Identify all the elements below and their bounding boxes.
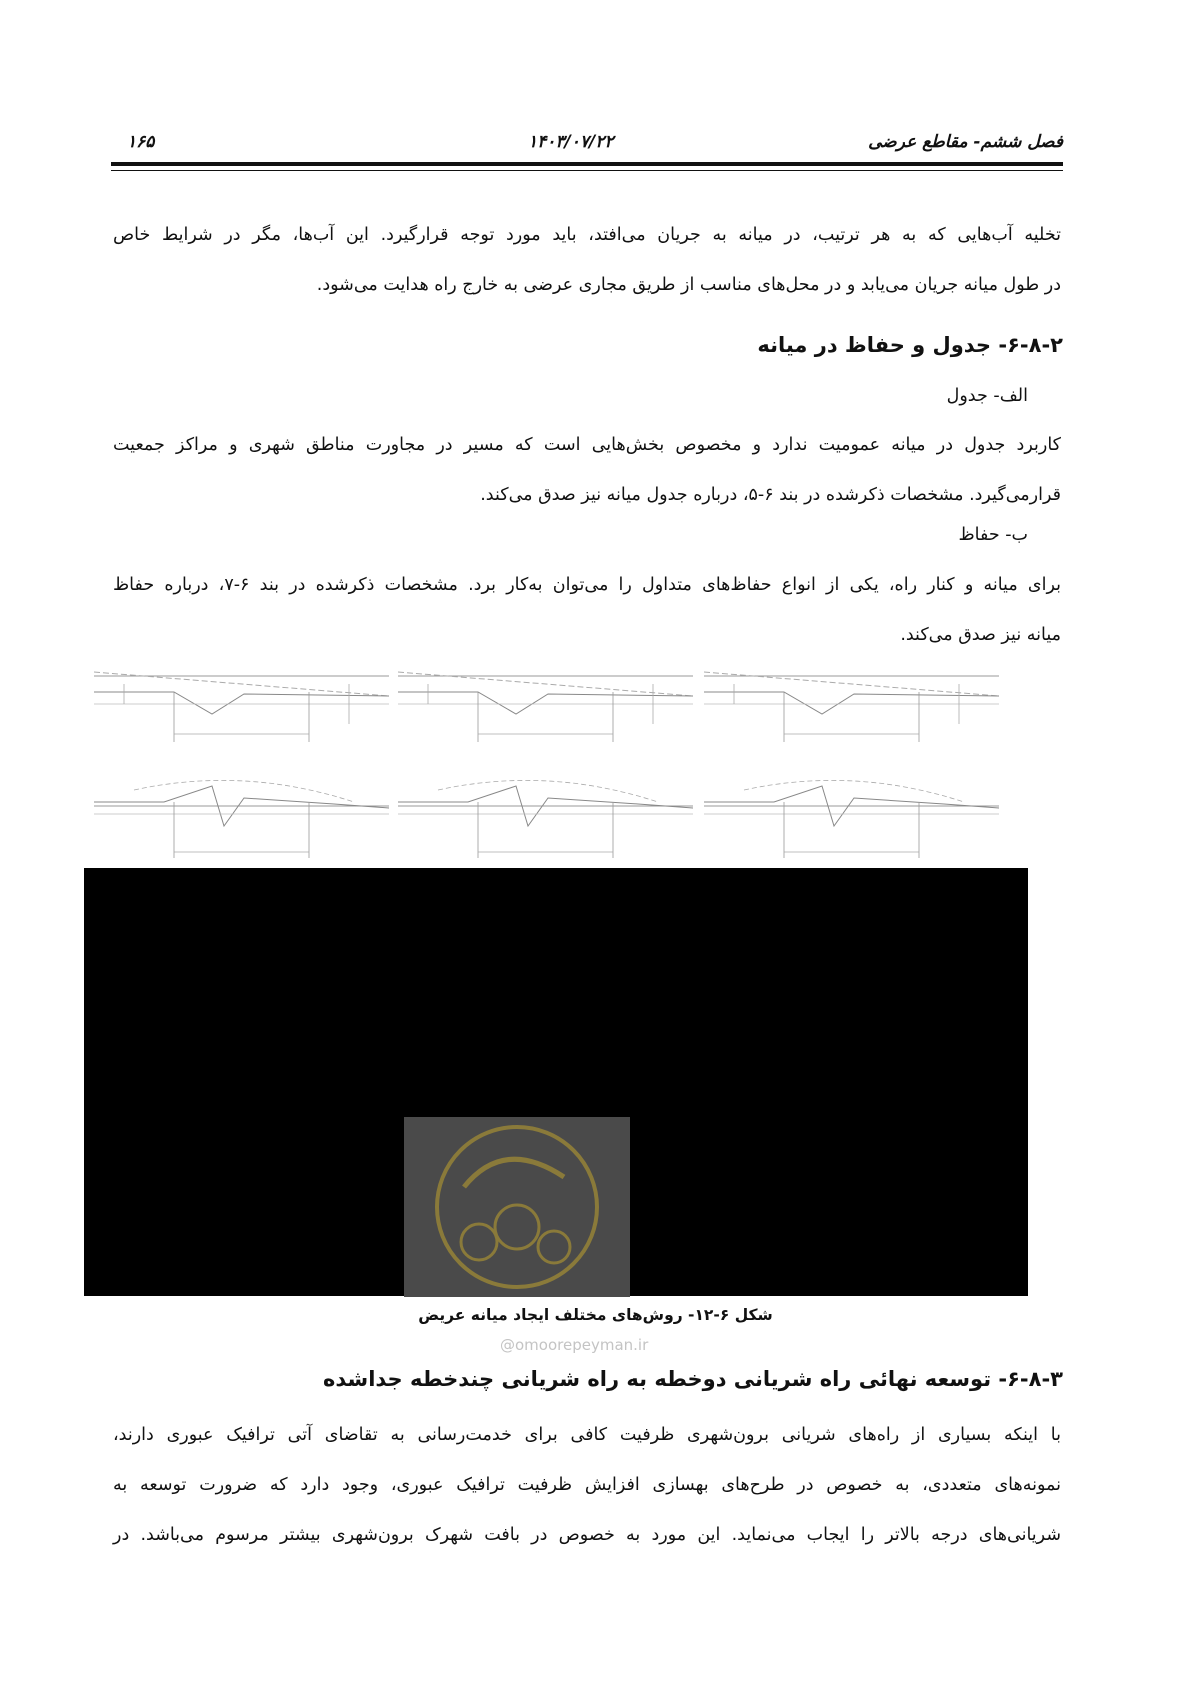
cross-section-diagram-4 <box>94 768 389 868</box>
watermark-url: @omoorepeyman.ir <box>500 1336 649 1354</box>
section-3-line-2: نمونه‌های متعددی، به خصوص در طرح‌های بهسازی افزایش ظرفیت ترافیک عبوری، وجود دارد که ضرورت توسعه به <box>113 1475 1061 1495</box>
subheading-a: الف- جدول <box>946 386 1028 406</box>
paragraph-a <box>113 420 1061 520</box>
para-a-line-2: قرارمی‌گیرد. مشخصات ذکرشده در بند ۶-۵، درباره جدول میانه نیز صدق می‌کند. <box>480 485 1061 505</box>
page-number: ۱۶۵ <box>127 132 155 152</box>
section-heading-3: ۶-۸-۳- توسعه نهائی راه شریانی دوخطه به راه شریانی چندخطه جداشده <box>323 1367 1063 1391</box>
section-3-line-1: با اینکه بسیاری از راه‌های شریانی برون‌شهری ظرفیت کافی برای خدمت‌رسانی به تقاضای آتی ترافیک عبوری دارند، <box>113 1425 1061 1445</box>
watermark-logo <box>404 1117 630 1297</box>
cross-section-diagram-6 <box>704 768 999 868</box>
chapter-title: فصل ششم- مقاطع عرضی <box>868 132 1063 152</box>
para-b-line-2: میانه نیز صدق می‌کند. <box>900 625 1061 645</box>
para-b-line-1: برای میانه و کنار راه، یکی از انواع حفاظ‌های متداول را می‌توان به‌کار برد. مشخصات ذکرشده در بند ۶-۷، درباره حفاظ <box>113 575 1062 595</box>
cross-section-diagram-2 <box>398 662 693 762</box>
intro-paragraph <box>113 210 1061 310</box>
header-date: ۱۴۰۳/۰۷/۲۲ <box>528 132 614 152</box>
intro-line-2: در طول میانه جریان می‌یابد و در محل‌های مناسب از طریق مجاری عرضی به خارج راه هدایت می‌شود. <box>316 275 1061 295</box>
section-3-line-3: شریانی‌های درجه بالاتر را ایجاب می‌نماید. این مورد به خصوص در بافت شهرک برون‌شهری بیشتر مرسوم می‌باشد. در <box>113 1525 1061 1545</box>
intro-line-1: تخلیه آب‌هایی که به هر ترتیب، در میانه به جریان می‌افتد، باید مورد توجه قرارگیرد. این آب‌ها، مگر در شرایط خاص <box>113 225 1061 245</box>
section-heading-2: ۶-۸-۲- جدول و حفاظ در میانه <box>757 333 1063 357</box>
paragraph-section-3 <box>113 1410 1061 1560</box>
para-a-line-1: کاربرد جدول در میانه عمومیت ندارد و مخصوص بخش‌هایی است که مسیر در مجاورت مناطق شهری و مراکز جمعیت <box>113 435 1061 455</box>
header-rule-thin <box>111 170 1063 171</box>
figure-caption: شکل ۶-۱۲- روش‌های مختلف ایجاد میانه عریض <box>418 1306 773 1324</box>
header-rule-thick <box>111 162 1063 166</box>
cross-section-diagram-5 <box>398 768 693 868</box>
cross-section-diagram-3 <box>704 662 999 762</box>
subheading-b: ب- حفاظ <box>958 525 1028 545</box>
paragraph-b <box>113 560 1061 660</box>
cross-section-diagram-1 <box>94 662 389 762</box>
